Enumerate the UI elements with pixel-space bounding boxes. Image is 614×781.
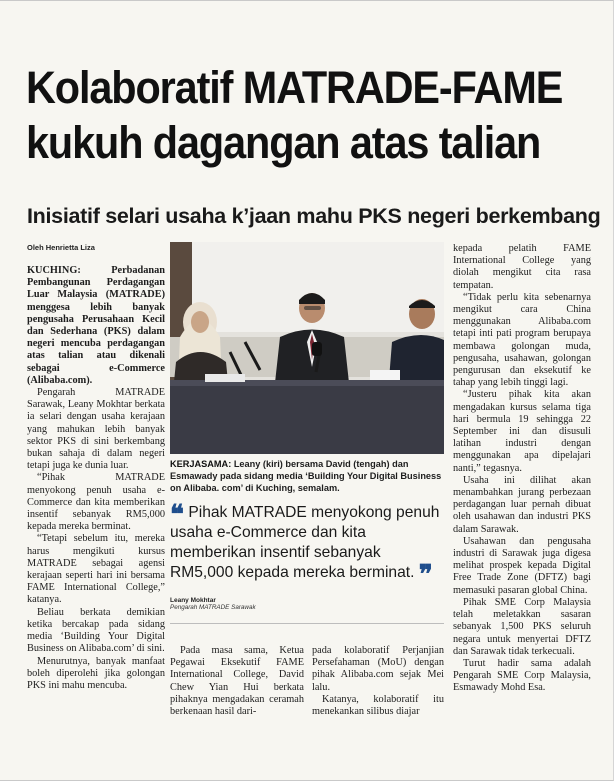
paragraph: Usahawan dan pengusaha industri di Sarawak juga digesa melihat prospek kepada Digital Free Trade Zone (DFTZ) bagi memasuki pasaran global China. xyxy=(453,535,591,596)
paragraph: “Tidak perlu kita sebenarnya mengikut cara China menggunakan Alibaba.com tetapi inti pati program berupaya membawa golongan muda, pengusaha, usahawan, golongan pengurusan dan eksekutif ke tahap yang lebih tinggi lagi. xyxy=(453,291,591,389)
lead-text: KUCHING: Perbadanan Pembangunan Perdagangan Luar Malaysia (MATRADE) menggesa lebih banyak pengusaha Perusahaan Kecil dan Sederhana (PKS) dalam negeri mencuba perdagangan atas talian atau dikenali sebagai e-Commerce (Alibaba.com). xyxy=(27,265,165,386)
paragraph: Pengarah MATRADE Sarawak, Leany Mokhtar berkata ia selari dengan usaha kerajaan yang mahukan lebih banyak sektor PKS di sini berkembang bukan sahaja di dalam negeri tetapi juga ke dunia luar. xyxy=(27,387,165,472)
paragraph-continued: pada kolaboratif Perjanjian Persefahaman (MoU) dengan pihak Alibaba.com sejak Mei lalu. xyxy=(312,645,444,693)
paragraph: “Justeru pihak kita akan mengadakan kursus selama tiga hari bermula 19 sehingga 22 September ini dan disusuli latihan industri dengan menggunakan apa dipelajari nanti,” tegasnya. xyxy=(453,389,591,474)
headline-line-2: kukuh dagangan atas talian xyxy=(26,117,541,168)
byline: Oleh Henrietta Liza xyxy=(27,243,95,252)
paragraph: Beliau berkata demikian ketika bercakap pada sidang media ‘Building Your Digital Business on Alibaba.com’ di sini. xyxy=(27,606,165,655)
pull-quote-text: Pihak MATRADE menyokong penuh usaha e-Commerce dan kita memberikan insentif sebanyak RM5,000 kepada mereka berminat. xyxy=(170,504,440,581)
headline-line-1: Kolaboratif MATRADE-FAME xyxy=(26,62,563,113)
column-middle-2 xyxy=(312,645,444,718)
paragraph: Turut hadir sama adalah Pengarah SME Corp Malaysia, Esmawady Mohd Esa. xyxy=(453,657,591,694)
photo-caption xyxy=(170,458,444,494)
quote-author-role: Pengarah MATRADE Sarawak xyxy=(170,604,256,611)
headline xyxy=(26,60,563,170)
photo-illustration xyxy=(170,242,444,454)
subheadline: Inisiatif selari usaha k’jaan mahu PKS negeri berkembang xyxy=(27,204,601,228)
paragraph: Pihak SME Corp Malaysia telah meletakkan sasaran sebanyak 1,500 PKS seluruh negara untuk menyertai DFTZ dan Sarawak tidak terkecuali. xyxy=(453,596,591,657)
quote-attribution xyxy=(170,597,440,611)
column-right xyxy=(453,243,591,695)
section-divider xyxy=(170,623,444,624)
pull-quote xyxy=(170,500,446,590)
paragraph: Menurutnya, banyak manfaat boleh diperolehi jika golongan PKS ini mahu mencuba. xyxy=(27,655,165,691)
paragraph: “Pihak MATRADE menyokong penuh usaha e-Commerce dan kita memberikan insentif sebanyak RM5,000 kepada mereka berminat. xyxy=(27,472,165,533)
close-quote-icon: ❞ xyxy=(418,560,433,590)
press-conference-photo xyxy=(170,242,444,454)
paragraph: Pada masa sama, Ketua Pegawai Eksekutif FAME International College, David Chew Yian Hui berkata pihaknya mengadakan ceramah berkenaan hasil dari- xyxy=(170,645,304,718)
column-middle-1 xyxy=(170,645,304,718)
open-quote-icon: ❝ xyxy=(170,500,184,530)
quote-author-name: Leany Mokhtar xyxy=(170,597,216,604)
paragraph: Usaha ini dilihat akan menambahkan jurang perbezaan perdagangan luar pernah dibuat oleh usahawan dan industri PKS dalam Sarawak. xyxy=(453,474,591,535)
caption-label: KERJASAMA: xyxy=(170,459,232,469)
paragraph-continued: kepada pelatih FAME International College yang diolah mengikut cita rasa tempatan. xyxy=(453,243,591,291)
column-left xyxy=(27,265,165,692)
lead-paragraph xyxy=(27,265,165,387)
paragraph: “Tetapi sebelum itu, mereka harus mengikuti kursus MATRADE sebagai agensi kerajaan seperti hari ini bersama FAME International College,” katanya. xyxy=(27,533,165,606)
paragraph: Katanya, kolaboratif itu menekankan silibus diajar xyxy=(312,693,444,718)
caption-text: Leany (kiri) bersama David (tengah) dan Esmawady pada sidang media ‘Building Your Digital Business on Alibaba. com’ di Kuching, semalam. xyxy=(170,459,442,493)
